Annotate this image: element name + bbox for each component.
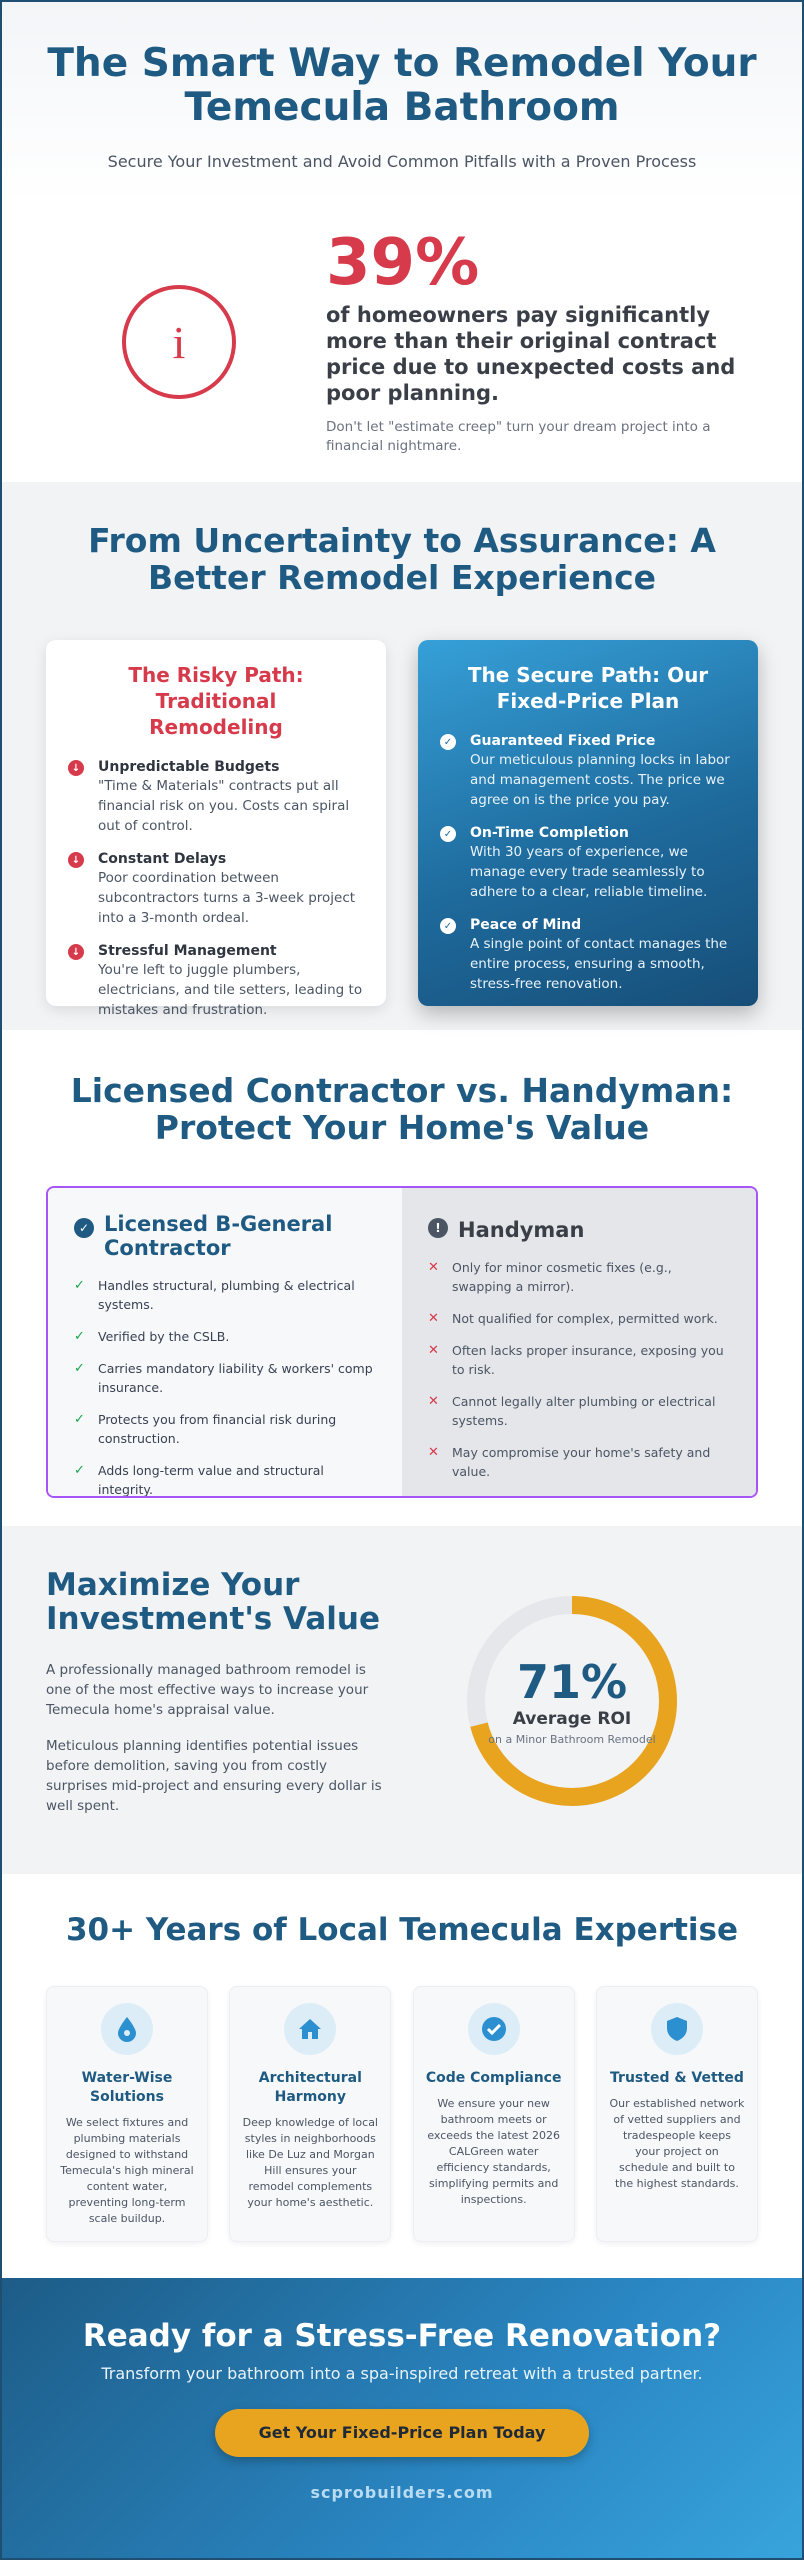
cta-title: Ready for a Stress-Free Renovation? [82, 2318, 722, 2354]
list-item [74, 1461, 376, 1498]
home-icon [284, 2003, 336, 2055]
compare-section [2, 482, 802, 1030]
card-title: Code Compliance [425, 2070, 562, 2086]
check-icon: ✓ [440, 826, 456, 842]
roi-label: Average ROI [512, 1708, 632, 1729]
list-item [428, 1443, 730, 1481]
list-item [428, 1341, 730, 1379]
comparison-table [46, 1186, 758, 1498]
roi-paragraph: Meticulous planning identifies potential issues before demolition, saving you from costly surprises mid-project and ensuring every dollar is well spent. [46, 1738, 382, 1814]
card-desc: Our established network of vetted suppliers and tradespeople keeps your project on schedule and built to the highest standards. [609, 2097, 745, 2190]
card-desc: We select fixtures and plumbing materials designed to withstand Temecula's high mineral content water, preventing long-term scale buildup. [60, 2116, 194, 2225]
compare-title: From Uncertainty to Assurance: A Better Remodel Experience [88, 521, 716, 597]
item-text: Handles structural, plumbing & electrical systems. [98, 1278, 355, 1312]
hero-subtitle: Secure Your Investment and Avoid Common Pitfalls with a Proven Process [107, 152, 697, 171]
contractor-column [48, 1188, 402, 1496]
list-item [428, 1309, 730, 1328]
card-title: Water-Wise Solutions [81, 2070, 173, 2105]
item-title: Peace of Mind [470, 917, 582, 933]
check-icon: ✓ [74, 1329, 85, 1344]
roi-title: Maximize Your Investment's Value [46, 1567, 380, 1637]
handyman-title: Handyman [458, 1218, 585, 1242]
item-desc: A single point of contact manages the entire process, ensuring a smooth, stress-free renovation. [470, 936, 728, 992]
stat-value: 39% [326, 226, 480, 300]
x-icon: ✕ [428, 1311, 439, 1326]
item-text: Protects you from financial risk during construction. [98, 1412, 337, 1446]
item-title: Constant Delays [98, 851, 227, 867]
item-title: Stressful Management [98, 943, 277, 959]
check-circle-icon [468, 2003, 520, 2055]
item-text: May compromise your home's safety and value. [452, 1445, 711, 1479]
expertise-title: 30+ Years of Local Temecula Expertise [65, 1912, 739, 1948]
item-title: On-Time Completion [470, 825, 629, 841]
list-item [68, 758, 364, 836]
hero-section [2, 2, 802, 202]
expertise-section [2, 1874, 802, 2278]
expertise-card [596, 1986, 758, 2242]
check-icon: ✓ [440, 734, 456, 750]
x-icon: ✕ [428, 1445, 439, 1460]
item-text: Not qualified for complex, permitted work. [452, 1311, 718, 1326]
down-arrow-icon: ↓ [68, 760, 84, 776]
item-title: Unpredictable Budgets [98, 759, 280, 775]
secure-card-title: The Secure Path: Our Fixed-Price Plan [467, 663, 709, 713]
x-icon: ✕ [428, 1394, 439, 1409]
list-item [428, 1392, 730, 1430]
cta-section [2, 2278, 802, 2560]
stat-section [2, 202, 802, 482]
card-title: Architectural Harmony [258, 2070, 362, 2105]
check-icon: ✓ [74, 1361, 85, 1376]
stat-note: Don't let "estimate creep" turn your dream project into a financial nightmare. [326, 419, 711, 454]
item-title: Guaranteed Fixed Price [470, 733, 656, 749]
roi-sublabel: on a Minor Bathroom Remodel [488, 1732, 656, 1746]
list-item [68, 850, 364, 928]
item-text: Cannot legally alter plumbing or electrical systems. [452, 1394, 716, 1428]
roi-donut [465, 1594, 679, 1808]
item-text: Adds long-term value and structural integrity. [98, 1463, 324, 1497]
roi-section [2, 1526, 802, 1874]
shield-icon [651, 2003, 703, 2055]
list-item [428, 1258, 730, 1296]
item-desc: With 30 years of experience, we manage every trade seamlessly to adhere to a clear, reliable timeline. [470, 844, 708, 900]
roi-value: 71% [516, 1654, 628, 1709]
card-desc: We ensure your new bathroom meets or exceeds the latest 2026 CALGreen water efficiency standards, simplifying permits and inspections. [427, 2097, 560, 2206]
list-item [74, 1276, 376, 1314]
risky-path-card [46, 640, 386, 1018]
expertise-card [46, 1986, 208, 2242]
item-text: Often lacks proper insurance, exposing you to risk. [452, 1343, 724, 1377]
list-item [74, 1359, 376, 1397]
list-item [440, 824, 736, 902]
item-desc: Our meticulous planning locks in labor and management costs. The price we agree on is the price you pay. [470, 752, 730, 808]
water-drop-icon [101, 2003, 153, 2055]
check-icon: ✓ [74, 1278, 85, 1293]
expertise-card [413, 1986, 575, 2242]
expertise-card [229, 1986, 391, 2242]
website-link[interactable]: scprobuilders.com [310, 2483, 494, 2502]
item-desc: Poor coordination between subcontractors turns a 3-week project into a 3-month ordeal. [98, 870, 356, 926]
secure-path-card [418, 640, 758, 1006]
down-arrow-icon: ↓ [68, 944, 84, 960]
check-icon: ✓ [74, 1463, 85, 1478]
item-text: Verified by the CSLB. [98, 1329, 230, 1344]
licensed-title: Licensed Contractor vs. Handyman: Protect Your Home's Value [70, 1071, 734, 1147]
down-arrow-icon: ↓ [68, 852, 84, 868]
x-icon: ✕ [428, 1260, 439, 1275]
item-desc: You're left to juggle plumbers, electricians, and tile setters, leading to mistakes and frustration. [98, 962, 363, 1018]
get-plan-button[interactable]: Get Your Fixed-Price Plan Today [215, 2409, 589, 2457]
risky-card-title: The Risky Path: Traditional Remodeling [128, 663, 304, 739]
item-desc: "Time & Materials" contracts put all financial risk on you. Costs can spiral out of control. [98, 778, 350, 834]
check-icon: ✓ [74, 1412, 85, 1427]
shield-check-icon: ✓ [74, 1218, 94, 1238]
card-desc: Deep knowledge of local styles in neighborhoods like De Luz and Morgan Hill ensures your remodel complements your home's aesthetic. [242, 2116, 378, 2209]
card-title: Trusted & Vetted [610, 2070, 744, 2086]
cta-subtitle: Transform your bathroom into a spa-inspired retreat with a trusted partner. [101, 2364, 703, 2383]
roi-paragraph: A professionally managed bathroom remodel is one of the most effective ways to increase your Temecula home's appraisal value. [46, 1662, 369, 1718]
page-title: The Smart Way to Remodel Your Temecula Bathroom [47, 41, 757, 130]
list-item [74, 1410, 376, 1448]
info-icon: i [122, 285, 236, 399]
licensed-section [2, 1030, 802, 1526]
list-item [440, 732, 736, 810]
list-item [440, 916, 736, 994]
check-icon: ✓ [440, 918, 456, 934]
x-icon: ✕ [428, 1343, 439, 1358]
list-item [74, 1327, 376, 1346]
handyman-column [402, 1188, 756, 1496]
item-text: Only for minor cosmetic fixes (e.g., swapping a mirror). [452, 1260, 672, 1294]
list-item [68, 942, 364, 1020]
stat-description: of homeowners pay significantly more than their original contract price due to unexpected costs and poor planning. [326, 303, 736, 405]
warning-icon: ! [428, 1218, 448, 1238]
item-text: Carries mandatory liability & workers' comp insurance. [98, 1361, 373, 1395]
contractor-title: Licensed B-General Contractor [104, 1212, 333, 1260]
